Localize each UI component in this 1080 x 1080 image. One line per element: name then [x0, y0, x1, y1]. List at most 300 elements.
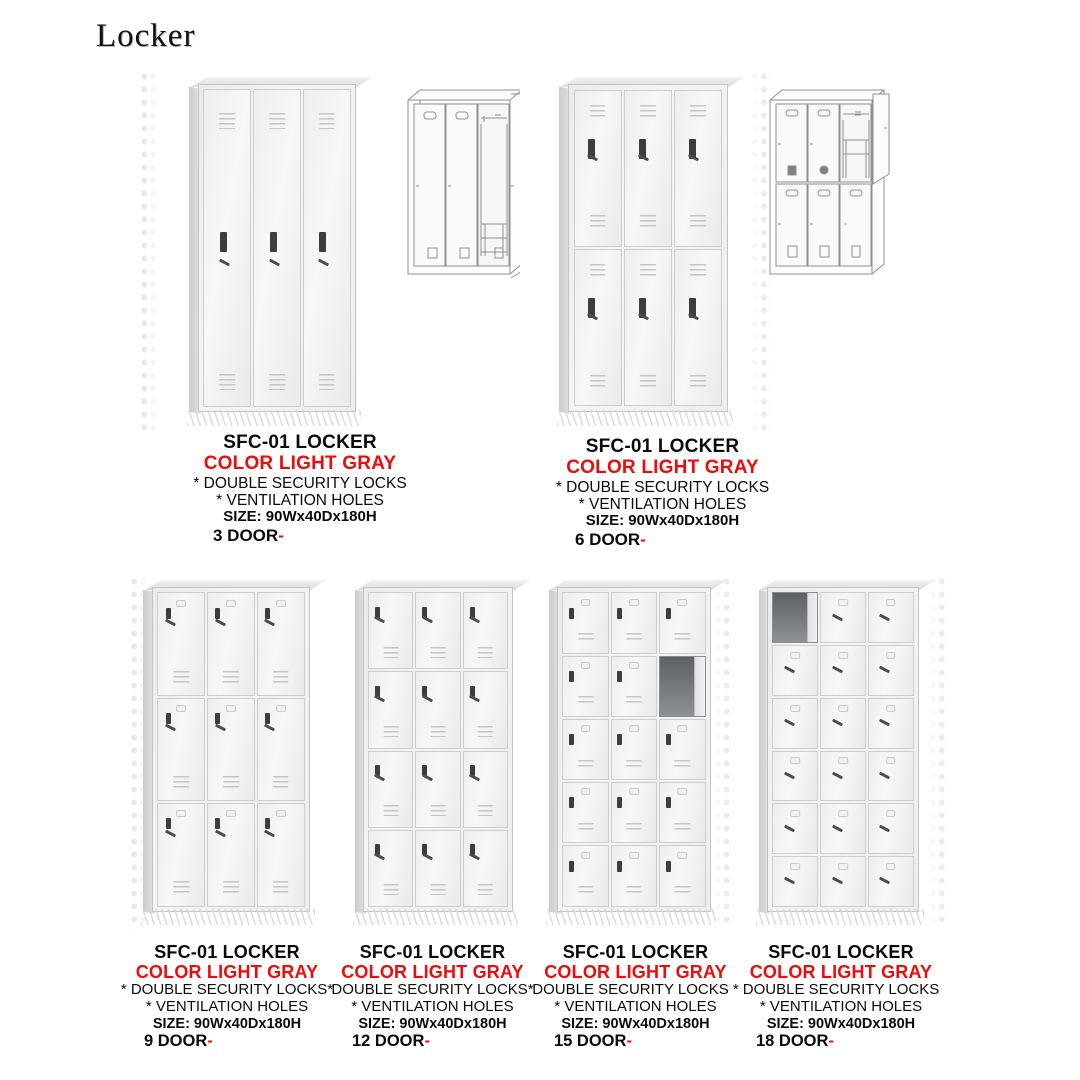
ventilation-holes — [269, 374, 285, 390]
locker-door[interactable] — [772, 698, 818, 749]
locker-door[interactable] — [415, 671, 460, 748]
door-handle[interactable] — [569, 608, 574, 619]
door-count-dash: - — [828, 1032, 834, 1051]
ventilation-holes — [431, 884, 446, 895]
locker-unit-18-door — [767, 587, 919, 912]
door-grid — [568, 84, 728, 412]
locker-door[interactable] — [820, 645, 866, 696]
ventilation-holes — [220, 113, 236, 129]
door-latch[interactable] — [422, 616, 433, 624]
name-plate — [790, 757, 800, 764]
door-count-label: 6 DOOR — [575, 530, 641, 550]
door-latch[interactable] — [784, 719, 795, 727]
name-plate — [226, 600, 236, 607]
product-size: SIZE: 90Wx40Dx180H — [152, 1015, 302, 1032]
background-texture — [713, 575, 733, 930]
product-photo-15-door — [533, 575, 733, 930]
locker-door[interactable] — [868, 856, 914, 907]
locker-door[interactable] — [562, 845, 608, 906]
locker-door[interactable] — [624, 90, 672, 247]
ventilation-holes — [174, 881, 190, 893]
locker-door[interactable] — [463, 830, 508, 907]
locker-door[interactable] — [562, 656, 608, 717]
door-handle[interactable] — [215, 713, 220, 724]
locker-door[interactable] — [157, 592, 205, 695]
locker-door[interactable] — [611, 845, 657, 906]
name-plate — [176, 810, 186, 817]
locker-door[interactable] — [257, 803, 305, 906]
locker-door[interactable] — [207, 803, 255, 906]
door-latch[interactable] — [784, 666, 795, 674]
door-latch[interactable] — [879, 877, 890, 885]
name-plate — [176, 600, 186, 607]
locker-door[interactable] — [203, 89, 251, 406]
name-plate — [276, 705, 286, 712]
door-handle[interactable] — [215, 818, 220, 829]
ventilation-holes — [690, 375, 706, 390]
ventilation-holes — [220, 374, 236, 390]
name-plate — [629, 788, 639, 795]
product-color: COLOR LIGHT GRAY — [566, 457, 759, 479]
door-latch[interactable] — [165, 724, 176, 732]
locker-unit-12-door — [363, 587, 513, 912]
door-latch[interactable] — [832, 877, 843, 885]
ventilation-holes — [640, 105, 656, 120]
door-handle[interactable] — [220, 232, 227, 252]
door-latch[interactable] — [264, 618, 275, 626]
name-plate — [886, 599, 896, 606]
product-door-count — [108, 1032, 346, 1050]
name-plate — [226, 705, 236, 712]
name-plate — [629, 599, 639, 606]
locker-door[interactable] — [415, 592, 460, 669]
name-plate — [176, 705, 186, 712]
locker-door[interactable] — [562, 719, 608, 780]
ventilation-holes — [690, 105, 706, 120]
product-door-count — [330, 1032, 535, 1050]
name-plate — [276, 810, 286, 817]
door-handle[interactable] — [666, 608, 671, 619]
ventilation-holes — [578, 633, 593, 643]
name-plate — [629, 725, 639, 732]
door-latch[interactable] — [469, 774, 480, 782]
ventilation-holes — [273, 671, 289, 683]
door-handle[interactable] — [319, 232, 326, 252]
locker-door[interactable] — [611, 782, 657, 843]
ventilation-holes — [626, 886, 641, 896]
locker-door[interactable] — [868, 645, 914, 696]
door-handle[interactable] — [270, 232, 277, 252]
floor-shadow — [187, 410, 361, 426]
ventilation-holes — [675, 886, 690, 896]
ventilation-holes — [273, 881, 289, 893]
product-size: SIZE: 90Wx40Dx180H — [561, 1015, 710, 1032]
product-door-count — [732, 1032, 950, 1050]
ventilation-holes — [478, 726, 493, 737]
locker-door-open[interactable] — [772, 592, 818, 643]
door-latch[interactable] — [832, 771, 843, 779]
name-plate — [581, 662, 591, 669]
product-caption-15-door — [528, 942, 743, 1051]
door-latch[interactable] — [374, 853, 385, 861]
name-plate — [790, 810, 800, 817]
product-photo-6-door — [520, 70, 770, 430]
door-latch[interactable] — [469, 616, 480, 624]
door-latch[interactable] — [832, 613, 843, 621]
locker-unit-3-door — [198, 84, 356, 412]
name-plate — [678, 788, 688, 795]
locker-door[interactable] — [820, 698, 866, 749]
product-feature-vents: * VENTILATION HOLES — [759, 998, 923, 1016]
locker-door[interactable] — [368, 830, 413, 907]
locker-door-open[interactable] — [659, 656, 705, 717]
ventilation-holes — [319, 374, 335, 390]
door-grid — [767, 587, 919, 912]
floor-shadow — [353, 909, 518, 925]
line-drawing-6-door — [760, 78, 892, 290]
locker-door[interactable] — [772, 856, 818, 907]
ventilation-holes — [174, 671, 190, 683]
product-size: SIZE: 90Wx40Dx180H — [585, 512, 740, 530]
locker-door[interactable] — [820, 592, 866, 643]
door-latch[interactable] — [784, 771, 795, 779]
product-feature-locks: DOUBLE SECURITY LOCKS * — [532, 981, 739, 999]
door-grid — [363, 587, 513, 912]
door-handle[interactable] — [617, 608, 622, 619]
ventilation-holes — [223, 776, 239, 788]
name-plate — [678, 599, 688, 606]
door-count-dash: - — [626, 1032, 632, 1051]
ventilation-holes — [640, 375, 656, 390]
ventilation-holes — [590, 375, 606, 390]
ventilation-holes — [269, 113, 285, 129]
door-latch[interactable] — [832, 824, 843, 832]
locker-unit-6-door — [568, 84, 728, 412]
locker-door[interactable] — [368, 671, 413, 748]
ventilation-holes — [384, 647, 399, 658]
locker-door[interactable] — [772, 645, 818, 696]
door-count-label: 18 DOOR — [756, 1032, 829, 1051]
product-door-count — [175, 526, 425, 545]
ventilation-holes — [690, 264, 706, 279]
door-handle[interactable] — [166, 713, 171, 724]
locker-door[interactable] — [624, 249, 672, 406]
door-latch[interactable] — [214, 724, 225, 732]
door-latch[interactable] — [469, 853, 480, 861]
background-texture — [140, 70, 160, 430]
door-latch[interactable] — [879, 613, 890, 621]
name-plate — [581, 725, 591, 732]
name-plate — [838, 810, 848, 817]
locker-door[interactable] — [574, 90, 622, 247]
door-handle[interactable] — [215, 608, 220, 619]
locker-door[interactable] — [257, 592, 305, 695]
locker-door[interactable] — [868, 803, 914, 854]
name-plate — [838, 757, 848, 764]
locker-door[interactable] — [674, 90, 722, 247]
name-plate — [838, 705, 848, 712]
ventilation-holes — [223, 881, 239, 893]
product-caption-12-door — [330, 942, 535, 1051]
product-model: SFC-01 LOCKER — [154, 942, 300, 962]
locker-door[interactable] — [207, 698, 255, 801]
product-door-count — [528, 1032, 743, 1050]
ventilation-holes — [478, 805, 493, 816]
locker-door[interactable] — [820, 803, 866, 854]
product-color: COLOR LIGHT GRAY — [749, 962, 933, 983]
ventilation-holes — [578, 760, 593, 770]
locker-unit-15-door — [557, 587, 711, 912]
door-latch[interactable] — [422, 695, 433, 703]
floor-shadow — [756, 909, 923, 925]
locker-door[interactable] — [772, 751, 818, 802]
ventilation-holes — [273, 776, 289, 788]
ventilation-holes — [626, 633, 641, 643]
ventilation-holes — [578, 886, 593, 896]
name-plate — [886, 652, 896, 659]
ventilation-holes — [384, 805, 399, 816]
product-model: SFC-01 LOCKER — [223, 432, 377, 453]
product-photo-12-door — [335, 575, 530, 930]
door-latch[interactable] — [879, 824, 890, 832]
product-color: COLOR LIGHT GRAY — [341, 962, 524, 983]
name-plate — [790, 652, 800, 659]
door-latch[interactable] — [165, 618, 176, 626]
name-plate — [838, 863, 848, 870]
locker-door[interactable] — [303, 89, 351, 406]
ventilation-holes — [431, 726, 446, 737]
door-latch[interactable] — [832, 719, 843, 727]
door-latch[interactable] — [318, 258, 329, 266]
product-model: SFC-01 LOCKER — [768, 942, 914, 962]
product-caption-18-door — [732, 942, 950, 1051]
door-handle[interactable] — [569, 861, 574, 872]
name-plate — [678, 725, 688, 732]
door-latch[interactable] — [879, 666, 890, 674]
ventilation-holes — [626, 760, 641, 770]
ventilation-holes — [626, 696, 641, 706]
door-count-label: 12 DOOR — [352, 1032, 425, 1051]
floor-shadow — [546, 909, 715, 925]
product-model: SFC-01 LOCKER — [562, 942, 709, 962]
door-latch[interactable] — [165, 829, 176, 837]
ventilation-holes — [319, 113, 335, 129]
product-photo-18-door — [733, 575, 948, 930]
name-plate — [838, 652, 848, 659]
locker-door[interactable] — [463, 751, 508, 828]
product-door-count — [535, 530, 790, 549]
door-handle[interactable] — [265, 713, 270, 724]
door-handle[interactable] — [569, 671, 574, 682]
product-feature-locks: * DOUBLE SECURITY LOCKS — [555, 478, 770, 496]
locker-door[interactable] — [574, 249, 622, 406]
door-grid — [198, 84, 356, 412]
product-size: SIZE: 90Wx40Dx180H — [766, 1015, 916, 1032]
product-color: COLOR LIGHT GRAY — [544, 962, 727, 983]
line-drawing-3-door — [398, 78, 530, 290]
door-latch[interactable] — [469, 695, 480, 703]
door-grid — [152, 587, 310, 912]
product-feature-vents: * VENTILATION HOLES — [578, 495, 747, 513]
door-handle[interactable] — [666, 861, 671, 872]
door-latch[interactable] — [879, 771, 890, 779]
locker-door[interactable] — [772, 803, 818, 854]
door-count-dash: - — [207, 1032, 213, 1051]
door-handle[interactable] — [617, 734, 622, 745]
ventilation-holes — [675, 633, 690, 643]
door-grid — [557, 587, 711, 912]
door-count-label: 15 DOOR — [554, 1032, 627, 1051]
door-handle[interactable] — [617, 861, 622, 872]
ventilation-holes — [590, 264, 606, 279]
door-count-label: 3 DOOR — [213, 526, 279, 546]
product-model: SFC-01 LOCKER — [359, 942, 506, 962]
locker-door[interactable] — [868, 698, 914, 749]
door-latch[interactable] — [264, 724, 275, 732]
product-feature-vents: * VENTILATION HOLES — [351, 998, 514, 1016]
product-photo-9-door — [130, 575, 335, 930]
locker-door[interactable] — [463, 671, 508, 748]
locker-door[interactable] — [868, 592, 914, 643]
page-title: Locker — [96, 18, 196, 54]
door-count-dash: - — [278, 526, 284, 546]
product-photo-3-door — [140, 70, 390, 430]
door-latch[interactable] — [784, 877, 795, 885]
ventilation-holes — [384, 726, 399, 737]
locker-door[interactable] — [868, 751, 914, 802]
ventilation-holes — [675, 823, 690, 833]
name-plate — [629, 662, 639, 669]
name-plate — [886, 757, 896, 764]
locker-door[interactable] — [674, 249, 722, 406]
door-handle[interactable] — [166, 818, 171, 829]
ventilation-holes — [384, 884, 399, 895]
door-handle[interactable] — [617, 671, 622, 682]
locker-door[interactable] — [611, 592, 657, 653]
locker-door[interactable] — [611, 656, 657, 717]
locker-door[interactable] — [820, 856, 866, 907]
ventilation-holes — [590, 215, 606, 230]
ventilation-holes — [590, 105, 606, 120]
name-plate — [790, 705, 800, 712]
locker-door[interactable] — [820, 751, 866, 802]
ventilation-holes — [640, 215, 656, 230]
door-latch[interactable] — [264, 829, 275, 837]
product-feature-locks: DOUBLE SECURITY LOCKS* — [331, 981, 534, 999]
door-handle[interactable] — [166, 608, 171, 619]
door-latch[interactable] — [879, 719, 890, 727]
product-feature-vents: * VENTILATION HOLES — [554, 998, 717, 1016]
door-latch[interactable] — [422, 853, 433, 861]
door-handle[interactable] — [617, 797, 622, 808]
ventilation-holes — [478, 647, 493, 658]
ventilation-holes — [578, 823, 593, 833]
door-handle[interactable] — [666, 797, 671, 808]
locker-door[interactable] — [562, 592, 608, 653]
door-handle[interactable] — [569, 734, 574, 745]
product-feature-locks: * DOUBLE SECURITY LOCKS* — [120, 981, 334, 999]
ventilation-holes — [431, 647, 446, 658]
door-latch[interactable] — [214, 618, 225, 626]
locker-door[interactable] — [611, 719, 657, 780]
locker-door[interactable] — [207, 592, 255, 695]
name-plate — [629, 852, 639, 859]
ventilation-holes — [690, 215, 706, 230]
floor-shadow — [557, 410, 733, 426]
locker-door[interactable] — [659, 719, 705, 780]
locker-door[interactable] — [368, 751, 413, 828]
product-model: SFC-01 LOCKER — [585, 436, 740, 457]
product-caption-6-door — [535, 436, 790, 549]
ventilation-holes — [640, 264, 656, 279]
locker-door[interactable] — [659, 592, 705, 653]
locker-unit-9-door — [152, 587, 310, 912]
ventilation-holes — [223, 671, 239, 683]
name-plate — [226, 810, 236, 817]
locker-door[interactable] — [257, 698, 305, 801]
ventilation-holes — [174, 776, 190, 788]
ventilation-holes — [478, 884, 493, 895]
door-latch[interactable] — [832, 666, 843, 674]
locker-door[interactable] — [415, 751, 460, 828]
door-count-label: 9 DOOR — [144, 1032, 208, 1051]
background-texture — [928, 575, 948, 930]
ventilation-holes — [431, 805, 446, 816]
name-plate — [581, 852, 591, 859]
door-handle[interactable] — [265, 608, 270, 619]
door-latch[interactable] — [422, 774, 433, 782]
name-plate — [581, 599, 591, 606]
product-caption-9-door — [108, 942, 346, 1051]
door-latch[interactable] — [269, 258, 280, 266]
name-plate — [678, 852, 688, 859]
product-feature-locks: DOUBLE SECURITY LOCKS — [742, 981, 940, 999]
locker-door[interactable] — [659, 782, 705, 843]
locker-door[interactable] — [253, 89, 301, 406]
door-latch[interactable] — [219, 258, 230, 266]
name-plate — [276, 600, 286, 607]
name-plate — [886, 705, 896, 712]
door-latch[interactable] — [784, 824, 795, 832]
door-handle[interactable] — [569, 797, 574, 808]
product-caption-3-door — [175, 432, 425, 545]
locker-door[interactable] — [157, 803, 205, 906]
product-feature-locks: * DOUBLE SECURITY LOCKS — [193, 474, 407, 492]
door-latch[interactable] — [214, 829, 225, 837]
product-feature-vents: * VENTILATION HOLES — [145, 998, 309, 1016]
locker-door[interactable] — [415, 830, 460, 907]
name-plate — [886, 810, 896, 817]
door-count-dash: - — [424, 1032, 430, 1051]
locker-door[interactable] — [368, 592, 413, 669]
locker-door[interactable] — [659, 845, 705, 906]
ventilation-holes — [675, 760, 690, 770]
locker-door[interactable] — [157, 698, 205, 801]
locker-door[interactable] — [562, 782, 608, 843]
ventilation-holes — [578, 696, 593, 706]
product-color: COLOR LIGHT GRAY — [203, 453, 397, 475]
door-count-dash: - — [640, 530, 646, 550]
name-plate — [790, 863, 800, 870]
door-handle[interactable] — [666, 734, 671, 745]
ventilation-holes — [626, 823, 641, 833]
product-size: SIZE: 90Wx40Dx180H — [223, 508, 377, 526]
door-handle[interactable] — [265, 818, 270, 829]
product-color: COLOR LIGHT GRAY — [135, 962, 319, 983]
product-size: SIZE: 90Wx40Dx180H — [358, 1015, 507, 1032]
locker-door[interactable] — [463, 592, 508, 669]
name-plate — [838, 599, 848, 606]
